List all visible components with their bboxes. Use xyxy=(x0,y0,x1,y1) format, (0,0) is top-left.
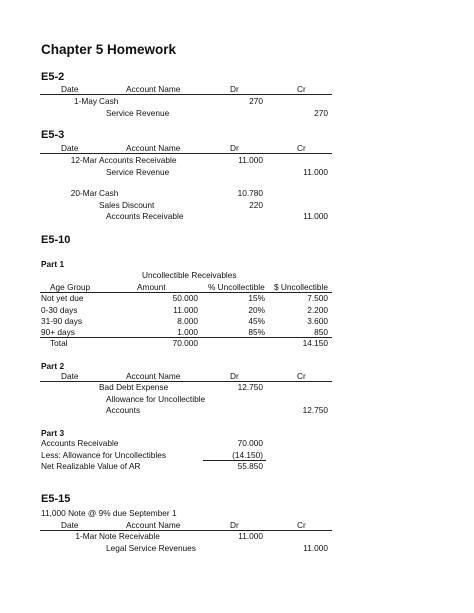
total-amount: 70.000 xyxy=(172,338,198,348)
amount-cell: 11.000 xyxy=(173,305,198,315)
page-title: Chapter 5 Homework xyxy=(41,42,177,57)
part-1-label: Part 1 xyxy=(41,259,65,269)
pct-cell: 45% xyxy=(248,316,265,326)
column-header-cr: Cr xyxy=(297,84,306,94)
nrv-value: 55.850 xyxy=(237,461,263,471)
entry-dr: 220 xyxy=(249,200,263,210)
column-header-account: Account Name xyxy=(126,84,181,94)
pct-cell: 20% xyxy=(248,305,265,315)
part-2-label: Part 2 xyxy=(41,361,65,371)
section-heading-e5-2: E5-2 xyxy=(41,71,65,83)
uncollectible-cell: 7.500 xyxy=(307,293,328,303)
header-rule xyxy=(40,381,332,382)
entry-account: Accounts Receivable xyxy=(99,155,177,165)
section-heading-e5-3: E5-3 xyxy=(41,129,65,141)
header-rule xyxy=(40,153,332,154)
age-group-cell: Not yet due xyxy=(41,293,84,303)
entry-account: Accounts xyxy=(106,405,141,415)
entry-dr: 12.750 xyxy=(237,382,263,392)
entry-date: 20-Mar xyxy=(70,188,97,198)
entry-cr: 270 xyxy=(314,108,328,118)
entry-dr: 11.000 xyxy=(238,531,263,541)
column-header-date: Date xyxy=(61,371,79,381)
nrv-label: Net Realizable Value of AR xyxy=(41,461,141,471)
entry-cr: 11.000 xyxy=(303,167,328,177)
column-header-amount-uncollectible: $ Uncollectible xyxy=(274,282,328,292)
section-heading-e5-10: E5-10 xyxy=(41,234,71,246)
age-group-cell: 90+ days xyxy=(41,327,75,337)
age-group-cell: 31-90 days xyxy=(41,316,83,326)
entry-account: Legal Service Revenues xyxy=(106,543,196,553)
entry-cr: 11.000 xyxy=(303,211,328,221)
entry-account: Note Receivable xyxy=(99,531,160,541)
column-header-dr: Dr xyxy=(230,143,239,153)
column-header-date: Date xyxy=(61,520,79,530)
entry-account: Accounts Receivable xyxy=(106,211,184,221)
column-header-account: Account Name xyxy=(126,371,181,381)
pct-cell: 15% xyxy=(248,293,265,303)
column-header-dr: Dr xyxy=(230,84,239,94)
uncollectible-cell: 3.600 xyxy=(307,316,328,326)
entry-account: Service Revenue xyxy=(106,108,170,118)
entry-cr: 11.000 xyxy=(303,543,328,553)
allowance-value: (14.150) xyxy=(232,450,263,460)
allowance-label: Less: Allowance for Uncollectibles xyxy=(41,450,166,460)
column-header-cr: Cr xyxy=(297,143,306,153)
entry-dr: 10.780 xyxy=(237,188,263,198)
column-header-account: Account Name xyxy=(126,520,181,530)
column-header-dr: Dr xyxy=(230,371,239,381)
column-header-amount: Amount xyxy=(137,282,166,292)
uncollectible-cell: 2.200 xyxy=(307,305,328,315)
column-header-age-group: Age Group xyxy=(50,282,91,292)
column-header-date: Date xyxy=(61,143,79,153)
table-caption: Uncollectible Receivables xyxy=(142,270,237,280)
column-header-cr: Cr xyxy=(297,520,306,530)
entry-account: Cash xyxy=(99,188,119,198)
uncollectible-cell: 850 xyxy=(314,327,328,337)
entry-account: Bad Debt Expense xyxy=(99,382,169,392)
section-heading-e5-15: E5-15 xyxy=(41,493,71,505)
amount-cell: 50.000 xyxy=(172,293,198,303)
column-header-account: Account Name xyxy=(126,143,181,153)
total-label: Total xyxy=(50,338,68,348)
amount-cell: 8.000 xyxy=(177,316,198,326)
entry-dr: 270 xyxy=(249,96,263,106)
entry-dr: 11.000 xyxy=(238,155,263,165)
total-uncollectible: 14.150 xyxy=(302,338,328,348)
entry-date: 12-Mar xyxy=(70,155,97,165)
entry-account: Allowance for Uncollectible xyxy=(106,394,206,404)
pct-cell: 85% xyxy=(248,327,265,337)
note-description: 11,000 Note @ 9% due September 1 xyxy=(41,508,177,518)
column-header-pct-uncollectible: % Uncollectible xyxy=(208,282,265,292)
entry-cr: 12.750 xyxy=(302,405,328,415)
ar-label: Accounts Receivable xyxy=(41,438,119,448)
age-group-cell: 0-30 days xyxy=(41,305,78,315)
entry-account: Sales Discount xyxy=(99,200,155,210)
ar-value: 70.000 xyxy=(237,438,263,448)
entry-account: Cash xyxy=(99,96,119,106)
entry-date: 1-May xyxy=(73,96,97,106)
amount-cell: 1.000 xyxy=(177,327,198,337)
header-rule xyxy=(40,94,332,95)
part-3-label: Part 3 xyxy=(41,428,65,438)
column-header-cr: Cr xyxy=(297,371,306,381)
column-header-dr: Dr xyxy=(230,520,239,530)
entry-date: 1-Mar xyxy=(75,531,97,541)
entry-account: Service Revenue xyxy=(106,167,170,177)
column-header-date: Date xyxy=(61,84,79,94)
